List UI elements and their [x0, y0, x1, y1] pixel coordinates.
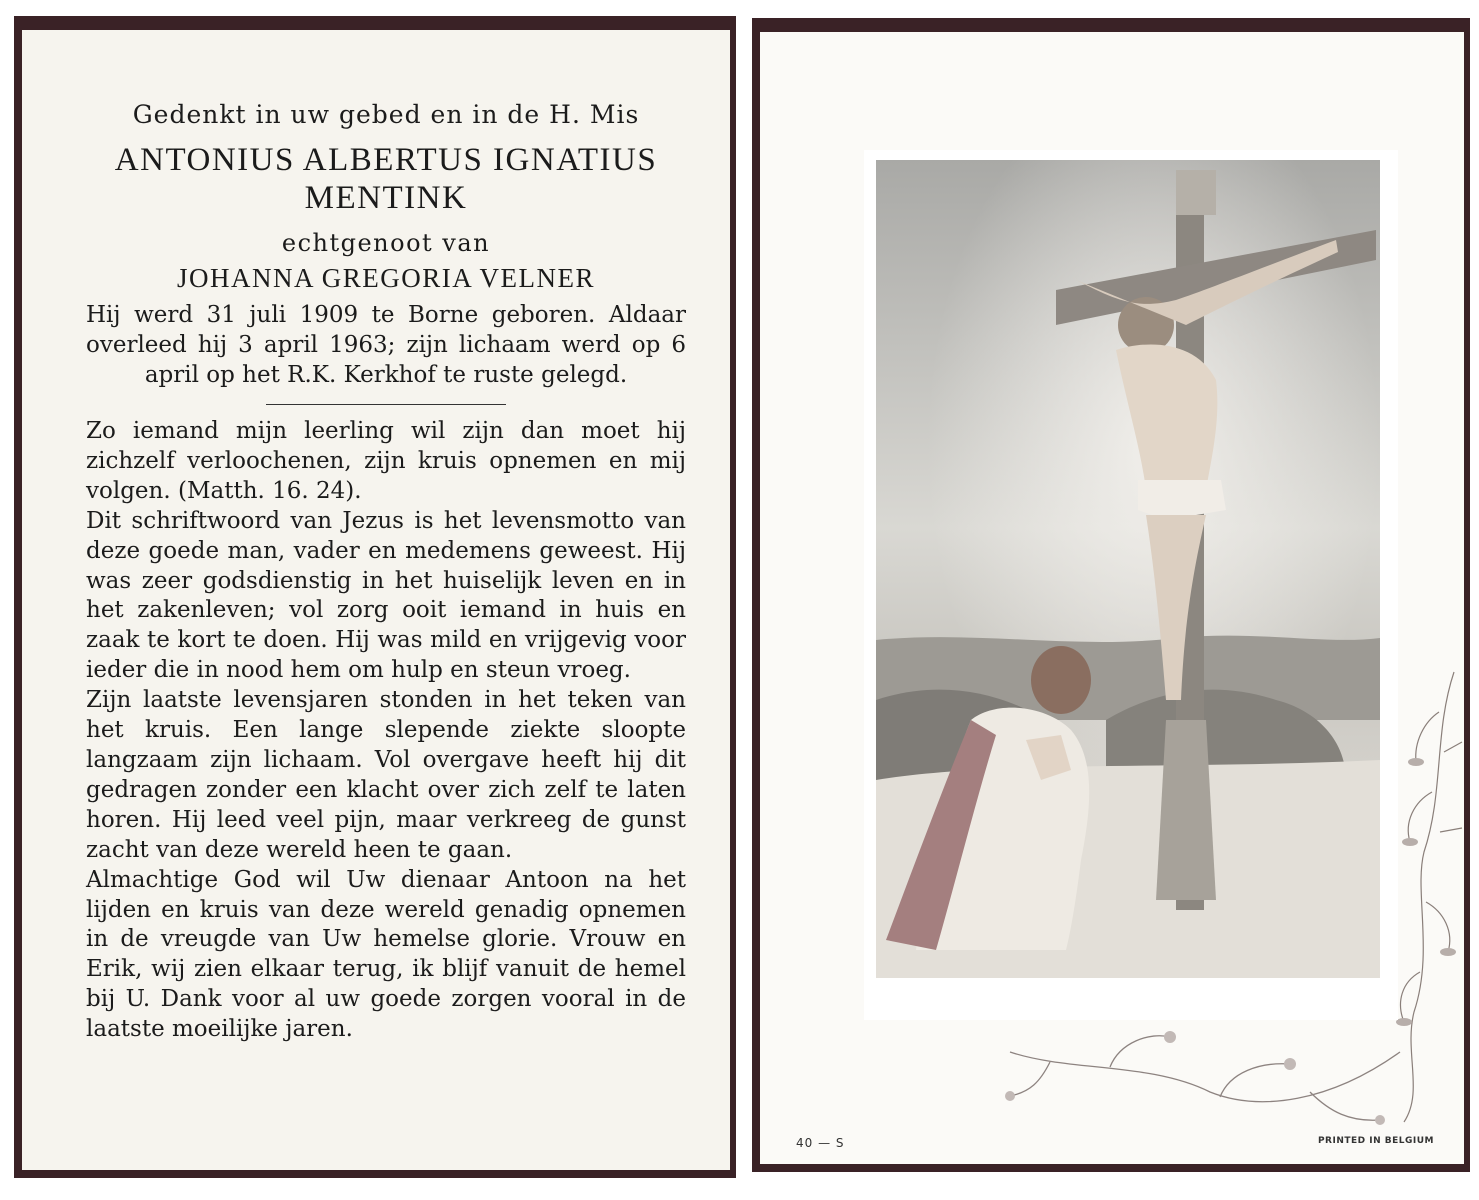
memorial-card-text-side: [14, 16, 736, 1178]
paragraph-character: Dit schriftwoord van Jezus is het levensmotto van deze goede man, vader en medemens geweest. Hij was zeer godsdienstig in het huiselijk leven en in het zakenleven; vol zorg ooit iemand in huis en zaak te kort te doen. Hij was mild en vrijgevig voor ieder die in nood hem om hulp en steun vroeg.: [86, 507, 686, 684]
deceased-name-line2: MENTINK: [304, 180, 468, 216]
divider-line: [266, 404, 506, 405]
printer-note: PRINTED IN BELGIUM: [1317, 1136, 1434, 1146]
catalog-number: 40 — S: [796, 1136, 845, 1150]
intro-line: Gedenkt in uw gebed en in de H. Mis: [132, 100, 640, 129]
memorial-text: [86, 100, 686, 1045]
paragraph-prayer: Almachtige God wil Uw dienaar Antoon na het lijden en kruis van deze wereld genadig opnemen in de vreugde van Uw hemelse glorie. Vrouw en Erik, wij zien elkaar terug, ik blijf vanuit de hemel bij U. Dank voor al uw goede zorgen vooral in de laatste moeilijke jaren.: [86, 866, 686, 1043]
paragraph-illness: Zijn laatste levensjaren stonden in het teken van het kruis. Een lange slepende ziekte sloopte langzaam zijn lichaam. Vol overgave heeft hij dit gedragen zonder een klacht over zich zelf te laten horen. Hij leed veel pijn, maar verkreeg de gunst zacht van deze wereld heen te gaan.: [86, 687, 686, 863]
spouse-label: echtgenoot van: [281, 229, 491, 257]
memorial-card-picture-side: [752, 18, 1470, 1172]
card-paper: [760, 32, 1464, 1164]
scripture-quote: Zo iemand mijn leerling wil zijn dan moet hij zichzelf verloochenen, zijn kruis opnemen en mij volgen. (Matth. 16. 24).: [86, 418, 686, 504]
spouse-name: JOHANNA GREGORIA VELNER: [176, 263, 595, 293]
card-paper: [22, 30, 730, 1170]
crucifixion-picture-icon: [876, 160, 1380, 978]
picture-frame: [864, 150, 1398, 1020]
deceased-name-line1: ANTONIUS ALBERTUS IGNATIUS: [114, 142, 658, 178]
biography: Hij werd 31 juli 1909 te Borne geboren. Aldaar overleed hij 3 april 1963; zijn lichaam werd op 6 april op het R.K. Kerkhof te ruste gelegd.: [86, 302, 686, 388]
